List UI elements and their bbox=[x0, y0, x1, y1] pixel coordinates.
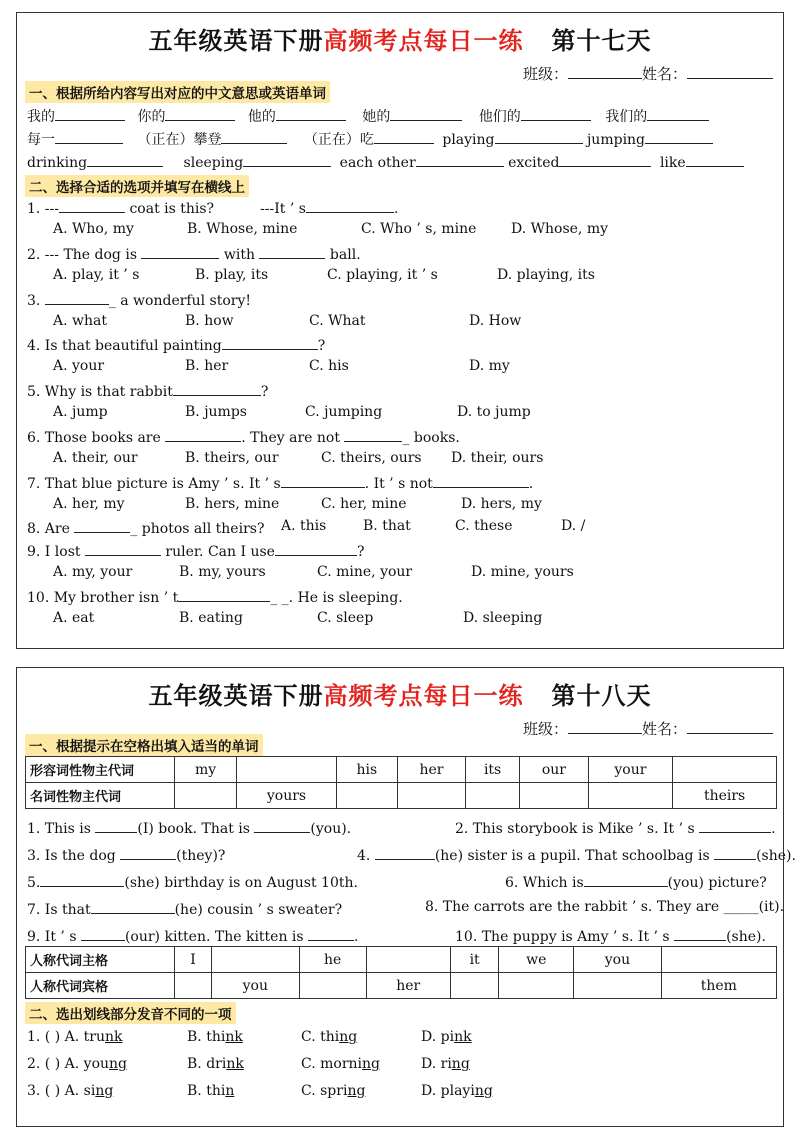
option[interactable]: D. playing bbox=[421, 1083, 493, 1099]
answer-blank[interactable] bbox=[344, 427, 402, 442]
class-blank[interactable] bbox=[568, 719, 642, 734]
name-blank[interactable] bbox=[687, 719, 773, 734]
class-name-row: 班级： 姓名： bbox=[523, 63, 773, 84]
phonics-question: 3. ( ) A. sing bbox=[27, 1083, 114, 1099]
option[interactable]: A. play, it ’ s bbox=[53, 267, 140, 283]
answer-blank[interactable] bbox=[308, 926, 354, 941]
option[interactable]: D. to jump bbox=[457, 404, 531, 420]
section-heading: 二、选出划线部分发音不同的一项 bbox=[25, 1002, 236, 1024]
question: 2. --- The dog is with ball. bbox=[27, 244, 773, 263]
option[interactable]: C. mine, your bbox=[317, 564, 413, 580]
option[interactable]: D. How bbox=[469, 313, 522, 329]
fill-sentence: 3. Is the dog (they)? bbox=[27, 845, 225, 864]
vocab-row: 每一 （正在）攀登 （正在）吃 playing jumping bbox=[27, 129, 773, 149]
answer-blank[interactable] bbox=[141, 244, 219, 259]
answer-blank[interactable] bbox=[45, 290, 109, 305]
option[interactable]: D. mine, yours bbox=[471, 564, 574, 580]
option[interactable]: B. jumps bbox=[185, 404, 247, 420]
fill-sentence: 5. (she) birthday is on August 10th. bbox=[27, 872, 358, 891]
section-heading: 一、根据所给内容写出对应的中文意思或英语单词 bbox=[25, 81, 330, 103]
option[interactable]: B. think bbox=[187, 1029, 243, 1045]
fill-sentence: 2. This storybook is Mike ’ s. It ’ s . bbox=[455, 818, 776, 837]
option[interactable]: A. eat bbox=[53, 610, 95, 626]
option[interactable]: A. my, your bbox=[53, 564, 133, 580]
fill-sentence: 6. Which is (you) picture? bbox=[505, 872, 767, 891]
answer-blank[interactable] bbox=[40, 872, 124, 887]
option[interactable]: D. ring bbox=[421, 1056, 470, 1072]
name-blank[interactable] bbox=[687, 64, 773, 79]
answer-blank[interactable] bbox=[120, 845, 176, 860]
table-row: 名词性物主代词 yours theirs bbox=[26, 783, 777, 809]
option[interactable]: B. theirs, our bbox=[185, 450, 279, 466]
question: 4. Is that beautiful painting ? bbox=[27, 335, 773, 354]
option[interactable]: B. that bbox=[363, 518, 411, 534]
worksheet-day18 bbox=[16, 667, 796, 1127]
phonics-question: 2. ( ) A. young bbox=[27, 1056, 127, 1072]
option[interactable]: C. jumping bbox=[305, 404, 383, 420]
answer-blank[interactable] bbox=[433, 473, 529, 488]
option[interactable]: D. hers, my bbox=[461, 496, 542, 512]
option[interactable]: B. play, its bbox=[195, 267, 269, 283]
fill-sentence: 8. The carrots are the rabbit ’ s. They are _____(it). bbox=[425, 899, 785, 915]
fill-sentence: 4. (he) sister is a pupil. That schoolbag is (she). bbox=[357, 845, 796, 864]
answer-blank[interactable] bbox=[165, 427, 241, 442]
answer-blank[interactable] bbox=[674, 926, 726, 941]
option[interactable]: D. sleeping bbox=[463, 610, 543, 626]
option[interactable]: D. my bbox=[469, 358, 510, 374]
answer-blank[interactable] bbox=[699, 818, 771, 833]
option[interactable]: D. / bbox=[561, 518, 586, 534]
option[interactable]: D. Whose, my bbox=[511, 221, 609, 237]
answer-blank[interactable] bbox=[55, 106, 125, 121]
answer-blank[interactable] bbox=[85, 541, 161, 556]
question: 7. That blue picture is Amy ’ s. It ’ s . It ’ s not . bbox=[27, 473, 773, 492]
answer-blank[interactable] bbox=[390, 106, 462, 121]
page-title: 五年级英语下册高频考点每日一练 第十七天 bbox=[148, 27, 652, 55]
option[interactable]: C. his bbox=[309, 358, 349, 374]
class-blank[interactable] bbox=[568, 64, 642, 79]
option[interactable]: B. drink bbox=[187, 1056, 244, 1072]
possessive-pronoun-table bbox=[25, 756, 777, 809]
answer-blank[interactable] bbox=[374, 129, 434, 144]
option[interactable]: B. eating bbox=[179, 610, 243, 626]
answer-blank[interactable] bbox=[559, 152, 651, 167]
question: 9. I lost ruler. Can I use ? bbox=[27, 541, 773, 560]
answer-blank[interactable] bbox=[275, 541, 357, 556]
option[interactable]: B. hers, mine bbox=[185, 496, 280, 512]
answer-blank[interactable] bbox=[259, 244, 325, 259]
answer-blank[interactable] bbox=[59, 198, 125, 213]
question: 3. _ a wonderful story! bbox=[27, 290, 773, 309]
option[interactable]: A. this bbox=[281, 518, 327, 534]
option[interactable]: A. what bbox=[53, 313, 107, 329]
option[interactable]: C. playing, it ’ s bbox=[327, 267, 438, 283]
answer-blank[interactable] bbox=[686, 152, 744, 167]
answer-blank[interactable] bbox=[495, 129, 583, 144]
table-row: 人称代词主格 I he it we you bbox=[26, 947, 777, 973]
question: 10. My brother isn ’ t _ _. He is sleeping. bbox=[27, 587, 773, 606]
option[interactable]: C. What bbox=[309, 313, 366, 329]
option[interactable]: D. their, ours bbox=[451, 450, 544, 466]
answer-blank[interactable] bbox=[375, 845, 435, 860]
answer-blank[interactable] bbox=[714, 845, 756, 860]
option[interactable]: C. sleep bbox=[317, 610, 374, 626]
fill-sentence: 10. The puppy is Amy ’ s. It ’ s (she). bbox=[455, 926, 766, 945]
section-heading: 一、根据提示在空格出填入适当的单词 bbox=[25, 734, 263, 756]
option[interactable]: C. these bbox=[455, 518, 513, 534]
option[interactable]: A. your bbox=[53, 358, 105, 374]
question: 8. Are _ photos all theirs? bbox=[27, 518, 773, 537]
answer-blank[interactable] bbox=[645, 129, 713, 144]
fill-sentence: 1. This is (I) book. That is (you). bbox=[27, 818, 351, 837]
answer-blank[interactable] bbox=[165, 106, 235, 121]
option[interactable]: D. pink bbox=[421, 1029, 472, 1045]
option[interactable]: B. my, yours bbox=[179, 564, 266, 580]
option[interactable]: C. spring bbox=[301, 1083, 366, 1099]
option[interactable]: C. Who ’ s, mine bbox=[361, 221, 477, 237]
option[interactable]: C. thing bbox=[301, 1029, 358, 1045]
section-heading: 二、选择合适的选项并填写在横线上 bbox=[25, 175, 249, 197]
answer-blank[interactable] bbox=[416, 152, 504, 167]
answer-blank[interactable] bbox=[647, 106, 709, 121]
answer-blank[interactable] bbox=[276, 106, 346, 121]
personal-pronoun-table bbox=[25, 946, 777, 999]
class-name-row: 班级： 姓名： bbox=[523, 718, 773, 739]
answer-blank[interactable] bbox=[281, 473, 365, 488]
answer-blank[interactable] bbox=[306, 198, 394, 213]
option[interactable]: A. her, my bbox=[53, 496, 125, 512]
answer-blank[interactable] bbox=[178, 587, 270, 602]
option[interactable]: A. Who, my bbox=[53, 221, 134, 237]
answer-blank[interactable] bbox=[222, 335, 318, 350]
option[interactable]: B. how bbox=[185, 313, 234, 329]
fill-sentence: 7. Is that (he) cousin ’ s sweater? bbox=[27, 899, 342, 918]
option[interactable]: D. playing, its bbox=[497, 267, 595, 283]
answer-blank[interactable] bbox=[81, 926, 125, 941]
answer-blank[interactable] bbox=[243, 152, 331, 167]
option[interactable]: C. theirs, ours bbox=[321, 450, 422, 466]
vocab-row: drinking sleeping each other excited like bbox=[27, 152, 773, 171]
worksheet-day17 bbox=[16, 12, 784, 649]
option[interactable]: A. their, our bbox=[53, 450, 138, 466]
page-title: 五年级英语下册高频考点每日一练 第十八天 bbox=[148, 682, 652, 710]
fill-sentence: 9. It ’ s (our) kitten. The kitten is . bbox=[27, 926, 359, 945]
option[interactable]: B. her bbox=[185, 358, 229, 374]
phonics-question: 1. ( ) A. trunk bbox=[27, 1029, 123, 1045]
answer-blank[interactable] bbox=[173, 381, 261, 396]
option[interactable]: B. thin bbox=[187, 1083, 235, 1099]
option[interactable]: C. morning bbox=[301, 1056, 380, 1072]
vocab-row: 我的 你的 他的 她的 他们的 我们的 bbox=[27, 106, 773, 126]
question: 1. --- coat is this? ---It ’ s . bbox=[27, 198, 773, 217]
answer-blank[interactable] bbox=[584, 872, 668, 887]
answer-blank[interactable] bbox=[221, 129, 287, 144]
answer-blank[interactable] bbox=[521, 106, 591, 121]
option[interactable]: A. jump bbox=[53, 404, 108, 420]
option[interactable]: C. her, mine bbox=[321, 496, 407, 512]
table-row: 形容词性物主代词 my his her its our your bbox=[26, 757, 777, 783]
answer-blank[interactable] bbox=[91, 899, 175, 914]
question: 5. Why is that rabbit ? bbox=[27, 381, 773, 400]
table-row: 人称代词宾格 you her them bbox=[26, 973, 777, 999]
answer-blank[interactable] bbox=[254, 818, 310, 833]
answer-blank[interactable] bbox=[55, 129, 123, 144]
answer-blank[interactable] bbox=[95, 818, 137, 833]
option[interactable]: B. Whose, mine bbox=[187, 221, 298, 237]
answer-blank[interactable] bbox=[74, 518, 130, 533]
question: 6. Those books are . They are not _ books. bbox=[27, 427, 773, 446]
answer-blank[interactable] bbox=[87, 152, 163, 167]
